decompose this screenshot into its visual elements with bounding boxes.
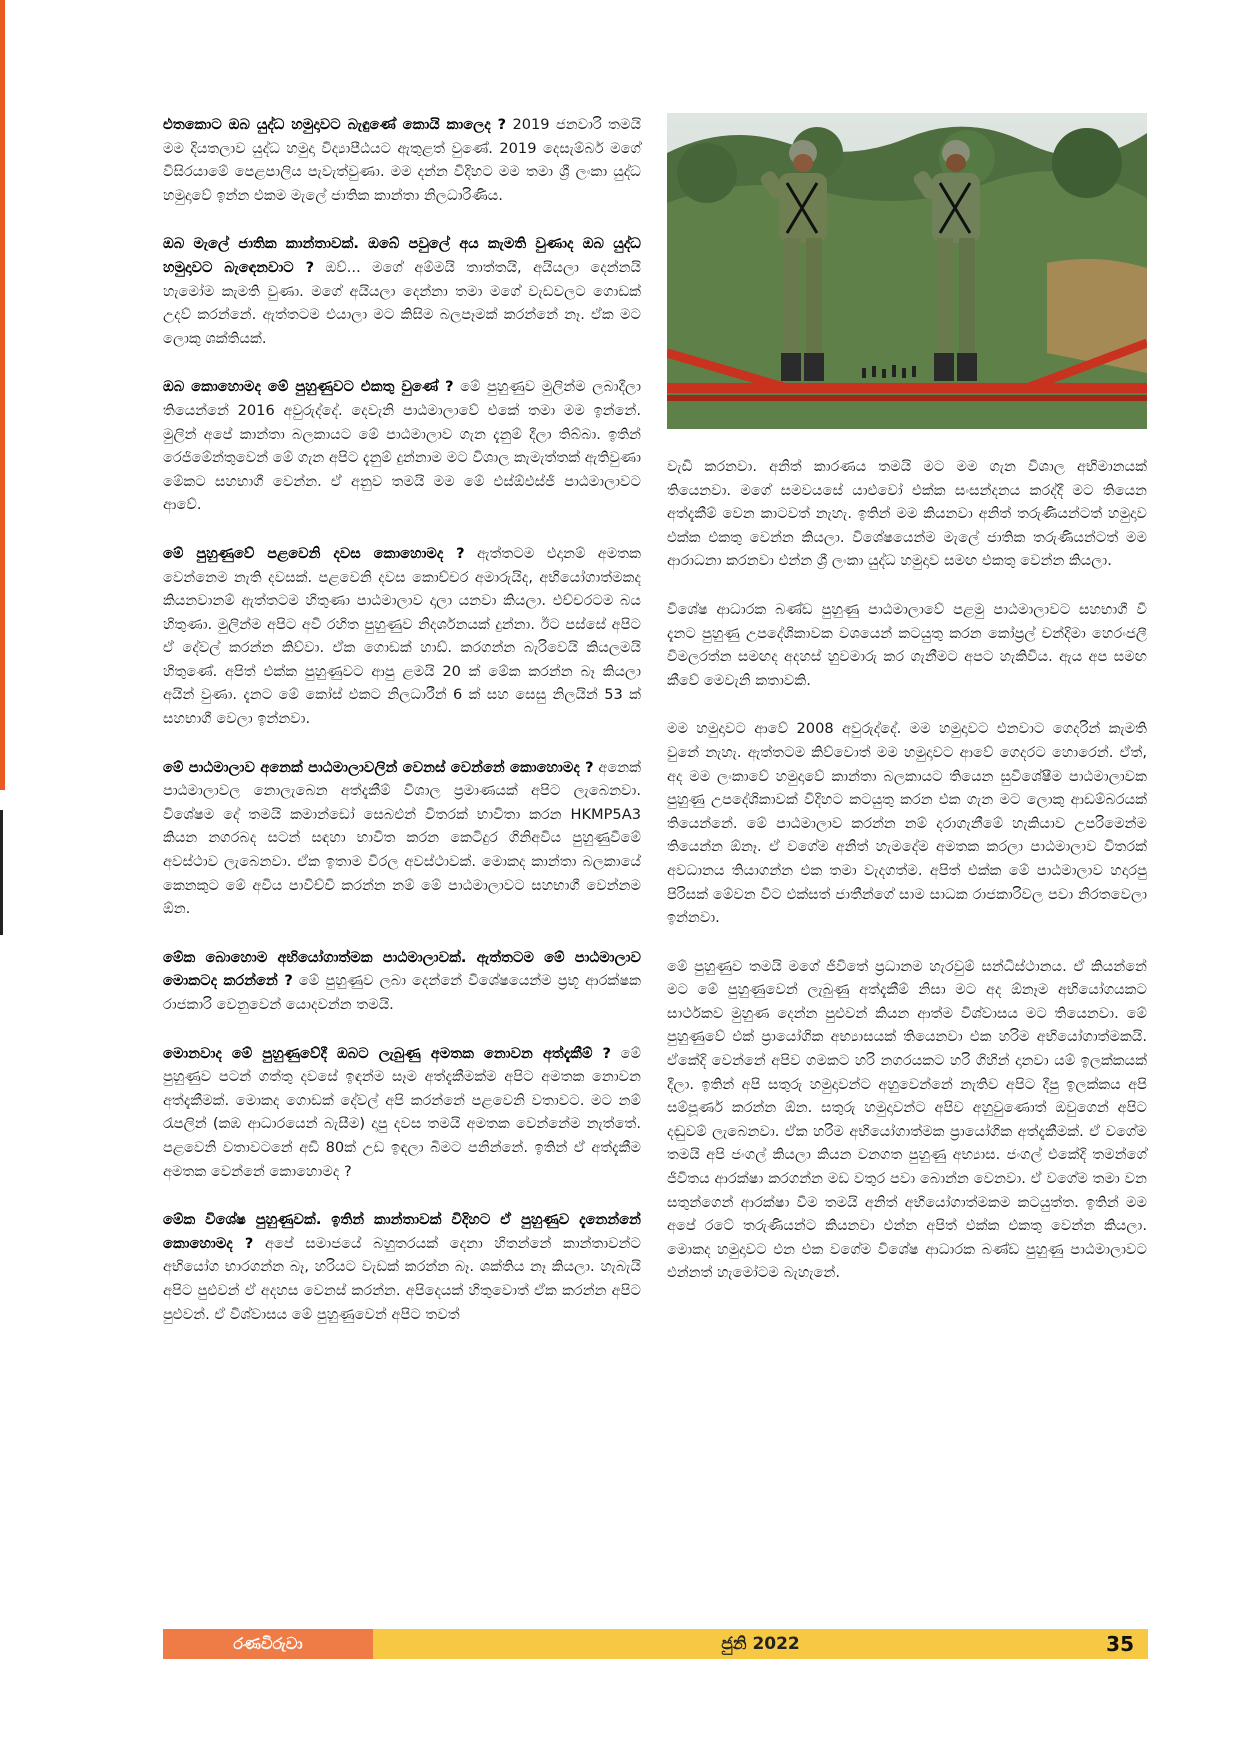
interview-question: එතකොට ඔබ යුද්ධ හමුදාවට බැඳුණේ කොයි කාලෙද ? [163,116,507,133]
interview-paragraph [163,113,641,207]
issue-date: ජුනි 2022 [721,1634,800,1654]
interview-answer: ඔව්... මගේ අම්මයි තාත්තයි, අයියලා දෙන්නයි හැමෝම කැමති වුණා. මගේ අයියලා දෙන්නා තමා මගේ වැඩවලට ගොඩක් උදව් කරන්නේ. ඇත්තටම එයාලා මට කිසිම බලපෑමක් කරන්නේ නෑ. ඒක මට ලොකු ශක්තියක්. [163,258,641,347]
soldiers-photo [667,113,1147,429]
interview-paragraph [163,946,641,1017]
page-edge-strip-dark [0,810,3,935]
interview-answer: මේ පුහුණුව පටන් ගත්තු දවසේ ඉඳන්ම සෑම අත්දැකීමක්ම අපිට අමතක නොවන අත්දැකීමක්. මොකද ගොඩක් දේවල් අපි කරන්නේ පළවෙනි වතාවට. මට නම් රැපලින් (කඹ ආධාරයෙන් බැසීම) දාපු දවස තමයි අමතක වෙන්නේම නැත්තේ. පළවෙනි වතාවටනේ අඩි 80ක් උඩ ඉඳලා බිමට පනින්නේ. ඉතින් ඒ අත්දැකීම අමතක වෙන්නේ කොහොමද ? [163,1044,641,1180]
interview-paragraph [163,756,641,921]
article-paragraph: විශේෂ ආධාරක බණ්ඩ පුහුණු පාඨමාලාවේ පළමු පාඨමාලාවට සහභාගී වී දැනට පුහුණු උපදේශිකාවක වශයෙන් කටයුතු කරන කෝප්‍රල් චන්දිමා හෙරංජලී විමලරත්න සමඟද අදහස් හුවමාරු කර ගැනීමට අපට හැකිවිය. ඇය අප සමඟ කීවේ මෙවැනි කතාවකි. [667,600,1147,689]
right-column [667,455,1147,1310]
page-number: 35 [1106,1632,1134,1656]
interview-answer: ඇත්තටම එදානම් අමතක වෙන්නෙම නැති දවසක්. පළවෙනි දවස කොච්චර අමාරුයිද, අභියෝගාත්මකද කියනවානම් ඇත්තටම හිතුණා පාඨමාලාව දාලා යනවා කියලා. එච්චරටම බය හිතුණා. මුලින්ම අපිට අවි රහිත පුහුණුව නිදර්ශනයක් දුන්නා. ඊට පස්සේ අපිට ඒ දේවල් කරන්න කිව්වා. ඒක ගොඩක් හාඩ්. කරගන්න බැරිවෙයි කියලමයි හිතුණේ. අපිත් එක්ක පුහුණුවට ආපු ළමයි 20 ක් මේක කරන්න බෑ කියලා අයින් වුණා. දැනට මේ කෝස් එකට නිලධාරීන් 6 ක් සහ සෙසු නිලයින් 53 ක් සහභාගී වෙලා ඉන්නවා. [163,544,641,728]
interview-question: ඔබ මැලේ ජාතික කාන්තාවක්. ඔබේ පවුලේ අය කැමති වුණාද ඔබ යුද්ධ හමුදාවට බැඳෙනවාට ? [163,235,641,276]
magazine-name: රණවිරුවා [163,1629,373,1659]
interview-question: මේක විශේෂ පුහුණුවක්. ඉතින් කාන්තාවක් විදිහට ඒ පුහුණුව දැනෙන්නේ කොහොමද ? [163,1211,641,1252]
left-column [163,113,641,1351]
issue-date-bar [373,1629,1148,1659]
page-footer [163,1629,1148,1659]
interview-answer: අනෙක් පාඨමාලාවල නොලැබෙන අත්දැකීම් විශාල ප්‍රමාණයක් අපිට ලැබෙනවා. විශේෂම දේ තමයි කමාන්ඩෝ සෙබළුන් විතරක් භාවිතා කරන HKMP5A3 කියන නගරබද සටන් සඳහා භාවිත කරන කෙටිදුර ගිනිඅවිය පුහුණුවීමේ අවස්ථාව ලැබෙනවා. ඒක ඉතාම විරල අවස්ථාවක්. මොකද කාන්තා බලකායේ කෙනකුට මේ අවිය පාවිච්චි කරන්න නම් මේ පාඨමාලාවට සහභාගී වෙන්නම ඕන. [163,758,641,918]
interview-question: ඔබ කොහොමද මේ පුහුණුවට එකතු වුණේ ? [163,378,454,396]
interview-answer: අපේ සමාජයේ බහුතරයක් දෙනා හිතන්නේ කාන්තාවන්ට අභියෝග භාරගන්න බෑ, හරියට වැඩක් කරන්න බෑ. ශක්තිය නෑ කියලා. හැබැයි අපිට පුළුවන් ඒ අදහස වෙනස් කරන්න. අපිදෙයක් හිතුවොත් ඒක කරන්න අපිට පුළුවන්. ඒ විශ්වාසය මේ පුහුණුවෙන් අපිට තවත් [163,1234,641,1323]
article-paragraph: මම හමුදාවට ආවේ 2008 අවුරුද්දේ. මම හමුදාවට එනවාට ගෙදරින් කැමති වුනේ නැහැ. ඇත්තටම කිව්වොත් මම හමුදාවට ආවේ ගෙදරට හොරෙන්. ඒත්, අද මම ලංකාවේ හමුදාවේ කාන්තා බලකායට තියෙන සුවිශේෂීම පාඨමාලාවක පුහුණු උපදේශිකාවක් විදිහට කටයුතු කරන එක ගැන මට ලොකු ආඩම්බරයක් තියෙන්නේ. මේ පාඨමාලාව කරන්න නම් දරාගැනීමේ හැකියාව උපරිමෙන්ම තියෙන්න ඕනෑ. ඒ වගේම අනිත් හැමදේම අමතක කරලා පාඨමාලාව විතරක් අවධානය තියාගන්න එක තමා වැදගත්ම. අපිත් එක්ක මේ පාඨමාලාව හදාරපු පිරිසක් මේවන විට එක්සත් ජාතීන්ගේ සාම සාධක රාජකාරිවල පවා නිරතවෙලා ඉන්නවා. [667,720,1147,927]
interview-question: මේක බොහොම අභියෝගාත්මක පාඨමාලාවක්. ඇත්තටම මේ පාඨමාලාව මොකටද කරන්නේ ? [163,948,641,990]
page-edge-strip [0,0,5,790]
interview-answer: 2019 ජනවාරි තමයි මම දියතලාව යුද්ධ හමුදා විද්‍යාපීඨයට ඇතුළත් වුණේ. 2019 දෙසැම්බර් මගේ විසිරයාමේ පෙළපාලිය පැවැත්වුණා. මම දන්න විදිහට මම තමා ශ්‍රී ලංකා යුද්ධ හමුදාවේ ඉන්න එකම මැලේ ජාතික කාන්තා නිලධාරිණිය. [163,116,642,204]
interview-paragraph [163,232,641,350]
interview-paragraph [163,1042,641,1184]
interview-answer: මේ පුහුණුව මුලින්ම ලබාදීලා තියෙන්නේ 2016 අවුරුද්දේ. දෙවැනි පාඨමාලාවේ එකේ තමා මම ඉන්නේ. මුලින් අපේ කාන්තා බලකායට මේ පාඨමාලාව ගැන දැනුම් දීලා තිබ්බා. ඉතින් රෙජිමේන්තුවෙන් මේ ගැන අපිට දැනුම් දුන්නාම මට විශාල කැමැත්තක් ඇතිවුණා මේකට සහභාගී වෙන්න. ඒ අනුව තමයි මම මේ එස්ඕඑස්ජී පාඨමාලාවට ආවේ. [163,378,641,514]
interview-question: මේ පුහුණුවේ පළවෙනි දවස කොහොමද ? [163,544,465,562]
interview-question: මොනවාද මේ පුහුණුවේදී ඔබට ලැබුණු අමතක නොවන අත්දැකීම් ? [163,1044,611,1062]
article-paragraph: මේ පුහුණුව තමයි මගේ ජීවිතේ ප්‍රධානම හැරවුම් සන්ධිස්ථානය. ඒ කියන්නේ මට මේ පුහුණුවෙන් ලැබුණු අත්දැකීම් නිසා මට අද ඕනෑම අභියෝගයකට සාර්ථකව මුහුණ දෙන්න පුළුවන් කියන ආත්ම විශ්වාසය මට තියෙනවා. මේ පුහුණුවේ එක් ප්‍රායෝගික අභ්‍යාසයක් තියෙනවා එක හරිම අභියෝගාත්මකයි. ඒකේදි වෙන්නේ අපිව ගමකට හරි නගරයකට හරි ගිහින් දානවා යම් ඉලක්කයක් දීලා. ඉතින් අපි සතුරු හමුදාවන්ට අහුවෙන්නේ නැතිව අපිට දීපු ඉලක්කය අපි සම්පූර්ණ කරන්න ඕන. සතුරු හමුදාවන්ට අපිව අහුවුණොත් ඔවුගෙන් අපිට දඬුවම් ලැබෙනවා. ඒක හරිම අභියෝගාත්මක ප්‍රායෝගික අත්දැකීමක්. ඒ වගේම තමයි අපි ජංගල් කියලා කියන වනගත පුහුණු අභ්‍යාස. ජංගල් එකේදි තමන්ගේ ජීවිතය ආරක්ෂා කරගන්න මඩ වතුර පවා බොන්න වෙනවා. ඒ වගේම තමා වන සතුන්ගෙන් ආරක්ෂා වීම තමයි අනිත් අභියෝගාත්මකම කටයුත්ත. ඉතින් මම අපේ රටේ තරුණියන්ට කියනවා එන්න අපිත් එක්ක එකතු වෙන්න කියලා. මොකද හමුදාවට එන එක වගේම විශේෂ ආධාරක බණ්ඩ පුහුණු පාඨමාලාවට එන්නත් හැමෝටම බැහැනේ. [667,957,1147,1282]
interview-question: මේ පාඨමාලාව අනෙක් පාඨමාලාවලින් වෙනස් වෙන්නේ කොහොමද ? [163,758,594,776]
interview-answer: මේ පුහුණුව ලබා දෙන්නේ විශේෂයෙන්ම ප්‍රභූ ආරක්ෂක රාජකාරි වෙනුවෙන් යොදවන්න තමයි. [163,972,641,1013]
interview-paragraph [163,1208,641,1326]
interview-paragraph [163,542,641,731]
article-paragraph: වැඩි කරනවා. අනිත් කාරණය තමයි මට මම ගැන විශාල අභිමානයක් තියෙනවා. මගේ සමවයසේ යාළුවෝ එක්ක සංසන්දනය කරද්දී මට තියෙන අත්දැකීම් වෙන කාටවත් නැහැ. ඉතින් මම කියනවා අනිත් තරුණියන්ටත් හමුදාව එක්ක එකතු වෙන්න කියලා. විශේෂයෙන්ම මැලේ ජාතික තරුණියන්ටත් මම ආරාධනා කරනවා එන්න ශ්‍රී ලංකා යුද්ධ හමුදාව සමඟ එකතු වෙන්න කියලා. [667,458,1147,570]
interview-paragraph [163,375,641,517]
